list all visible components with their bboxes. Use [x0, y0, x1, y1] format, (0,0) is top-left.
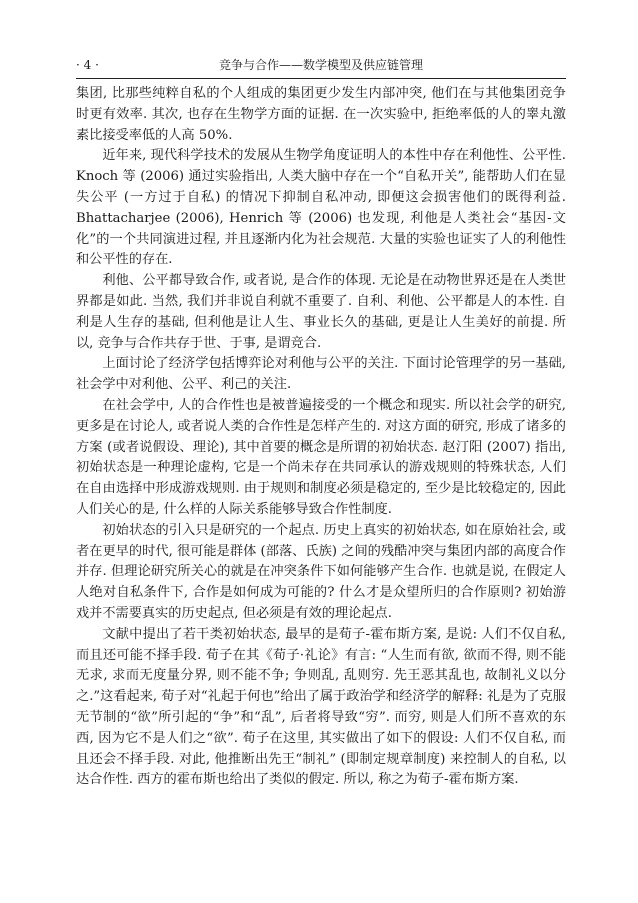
paragraph: 利他、公平都导致合作, 或者说, 是合作的体现. 无论是在动物世界还是在人类世界都是如此. 当然, 我们并非说自利就不重要了. 自利、利他、公平都是人的本性. 自利是人生存的基础, 但利他是让人生、事业长久的基础, 更是让人生美好的前提. 所以, 竞争与合作共存于世、于事, 是谓竞合. — [76, 273, 566, 351]
paragraph: 文献中提出了若干类初始状态, 最早的是荀子-霍布斯方案, 是说: 人们不仅自私, 而且还可能不择手段. 荀子在其《荀子·礼论》有言: “人生而有欲, 欲而不得, 则不能无求, 求而无度量分界, 则不能不争; 争则乱, 乱则穷. 先王恶其乱也, 故制礼义以分之.”这看起来, 荀子对“礼起于何也”给出了属于政治学和经济学的解释: 礼是为了克服无节制的“欲”所引起的“争”和“乱”, 后者将导致“穷”. 而穷, 则是人们所不喜欢的东西, 因为它不是人们之“欲”. 荀子在这里, 其实做出了如下的假设: 人们不仅自私, 而且还会不择手段. 对此, 他推断出先王“制礼” (即制定规章制度) 来控制人的自私, 以达合作性. 西方的霍布斯也给出了类似的假定. 所以, 称之为荀子-霍布斯方案. — [76, 626, 566, 788]
paragraph: 上面讨论了经济学包括博弈论对利他与公平的关注. 下面讨论管理学的另一基础, 社会学中对利他、公平、利己的关注. — [76, 356, 566, 393]
paragraph: 在社会学中, 人的合作性也是被普遍接受的一个概念和现实. 所以社会学的研究, 更多是在讨论人, 或者说人类的合作性是怎样产生的. 对这方面的研究, 形成了诸多的方案 (或者说假设、理论), 其中首要的概念是所谓的初始状态. 赵汀阳 (2007) 指出, 初始状态是一种理论虚构, 它是一个尚未存在共同承认的游戏规则的特殊状态, 人们在自由选择中形成游戏规则. 由于规则和制度必须是稳定的, 至少是比较稳定的, 因此人们关心的是, 什么样的人际关系能够导致合作性制度. — [76, 397, 566, 517]
paragraph: 集团, 比那些纯粹自私的个人组成的集团更少发生内部冲突, 他们在与其他集团竞争时更有效率. 其次, 也存在生物学方面的证据. 在一次实验中, 拒绝率低的人的睾丸激素比接受率低的人高 50%. — [76, 86, 566, 143]
running-title: 竞争与合作——数学模型及供应链管理 — [218, 58, 423, 72]
running-header — [76, 56, 566, 79]
paragraph: 初始状态的引入只是研究的一个起点. 历史上真实的初始状态, 如在原始社会, 或者在更早的时代, 很可能是群体 (部落、氏族) 之间的残酷冲突与集团内部的高度合作并存. 但理论研究所关心的就是在冲突条件下如何能够产生合作. 也就是说, 在假定人人绝对自私条件下, 合作是如何成为可能的? 什么才是众望所归的合作原则? 初始游戏并不需要真实的历史起点, 但必须是有效的理论起点. — [76, 522, 566, 621]
paragraph: 近年来, 现代科学技术的发展从生物学角度证明人的本性中存在利他性、公平性. Knoch 等 (2006) 通过实验指出, 人类大脑中存在一个“自私开关”, 能帮助人们在显失公平 (一方过于自私) 的情况下抑制自私冲动, 即便这会损害他们的既得利益. Bhattacharjee (2006), Henrich 等 (2006) 也发现, 利他是人类社会“基因-文化”的一个共同演进过程, 并且逐渐内化为社会规范. 大量的实验也证实了人的利他性和公平性的存在. — [76, 148, 566, 268]
page-number: · 4 · — [76, 58, 99, 72]
body-text — [76, 84, 566, 791]
